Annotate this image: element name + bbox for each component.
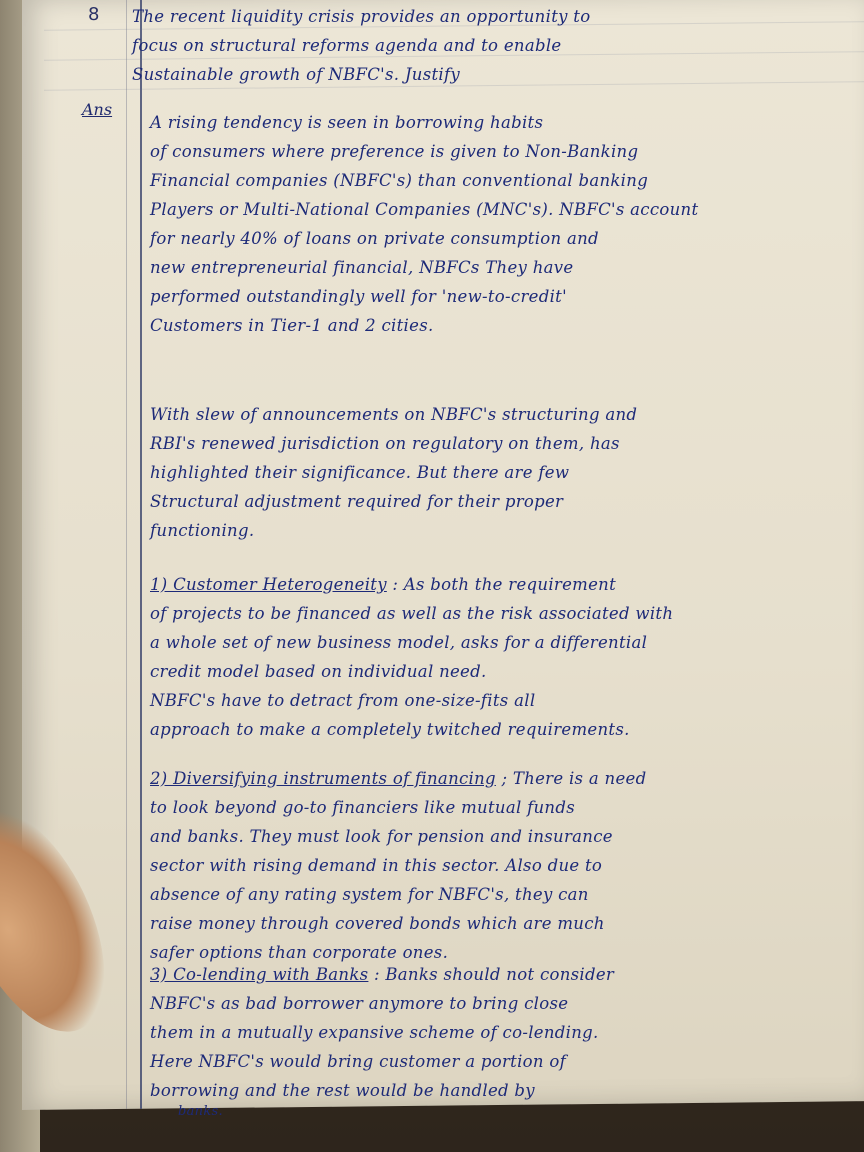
answer-context: [150, 400, 750, 545]
point-line: them in a mutually expansive scheme of co-lending.: [150, 1023, 599, 1042]
point-line: ; There is a need: [501, 769, 647, 788]
question-number: 8: [88, 4, 100, 25]
point-line: NBFC's have to detract from one-size-fits all: [150, 691, 536, 710]
point-diversifying-instruments: [150, 764, 750, 967]
question-text: [132, 2, 832, 89]
answer-line: functioning.: [150, 521, 255, 540]
point-customer-heterogeneity: [150, 570, 750, 744]
point-line: absence of any rating system for NBFC's, they can: [150, 885, 589, 904]
answer-line: new entrepreneurial financial, NBFCs They have: [150, 258, 574, 277]
point-line: safer options than corporate ones.: [150, 943, 449, 962]
question-line: The recent liquidity crisis provides an opportunity to: [132, 7, 591, 26]
point-line: NBFC's as bad borrower anymore to bring close: [150, 994, 569, 1013]
point-line: banks.: [178, 1104, 223, 1119]
point-line: sector with rising demand in this sector. Also due to: [150, 856, 603, 875]
point-co-lending: [150, 960, 750, 1119]
point-line: and banks. They must look for pension and insurance: [150, 827, 613, 846]
point-line: : Banks should not consider: [373, 965, 615, 984]
question-line: focus on structural reforms agenda and to enable: [132, 36, 562, 55]
answer-line: Structural adjustment required for their proper: [150, 492, 564, 511]
margin-line-faint: [126, 0, 127, 1109]
answer-intro: [150, 108, 750, 340]
point-line: Here NBFC's would bring customer a portion of: [150, 1052, 567, 1071]
answer-line: A rising tendency is seen in borrowing habits: [150, 113, 544, 132]
point-line: : As both the requirement: [392, 575, 617, 594]
answer-line: for nearly 40% of loans on private consumption and: [150, 229, 599, 248]
answer-label: Ans: [82, 100, 113, 119]
margin-line: [140, 0, 142, 1109]
point-line: to look beyond go-to financiers like mutual funds: [150, 798, 575, 817]
point-line: approach to make a completely twitched requirements.: [150, 720, 630, 739]
point-line: raise money through covered bonds which are much: [150, 914, 605, 933]
point-line: a whole set of new business model, asks for a differential: [150, 633, 648, 652]
point-first-line: [150, 960, 750, 989]
point-heading: 2) Diversifying instruments of financing: [150, 769, 496, 788]
point-first-line: [150, 570, 750, 599]
point-heading: 1) Customer Heterogeneity: [150, 575, 387, 594]
answer-line: With slew of announcements on NBFC's structuring and: [150, 405, 638, 424]
answer-line: Financial companies (NBFC's) than conventional banking: [150, 171, 649, 190]
answer-line: performed outstandingly well for 'new-to-credit': [150, 287, 567, 306]
answer-line: highlighted their significance. But there are few: [150, 463, 570, 482]
point-heading: 3) Co-lending with Banks: [150, 965, 369, 984]
question-line: Sustainable growth of NBFC's. Justify: [132, 65, 461, 84]
answer-line: of consumers where preference is given to Non-Banking: [150, 142, 639, 161]
point-line: credit model based on individual need.: [150, 662, 487, 681]
point-line: borrowing and the rest would be handled by: [150, 1081, 535, 1100]
point-first-line: [150, 764, 750, 793]
answer-line: Players or Multi-National Companies (MNC's). NBFC's account: [150, 200, 699, 219]
point-line: of projects to be financed as well as the risk associated with: [150, 604, 674, 623]
answer-line: RBI's renewed jurisdiction on regulatory on them, has: [150, 434, 620, 453]
answer-line: Customers in Tier-1 and 2 cities.: [150, 316, 434, 335]
